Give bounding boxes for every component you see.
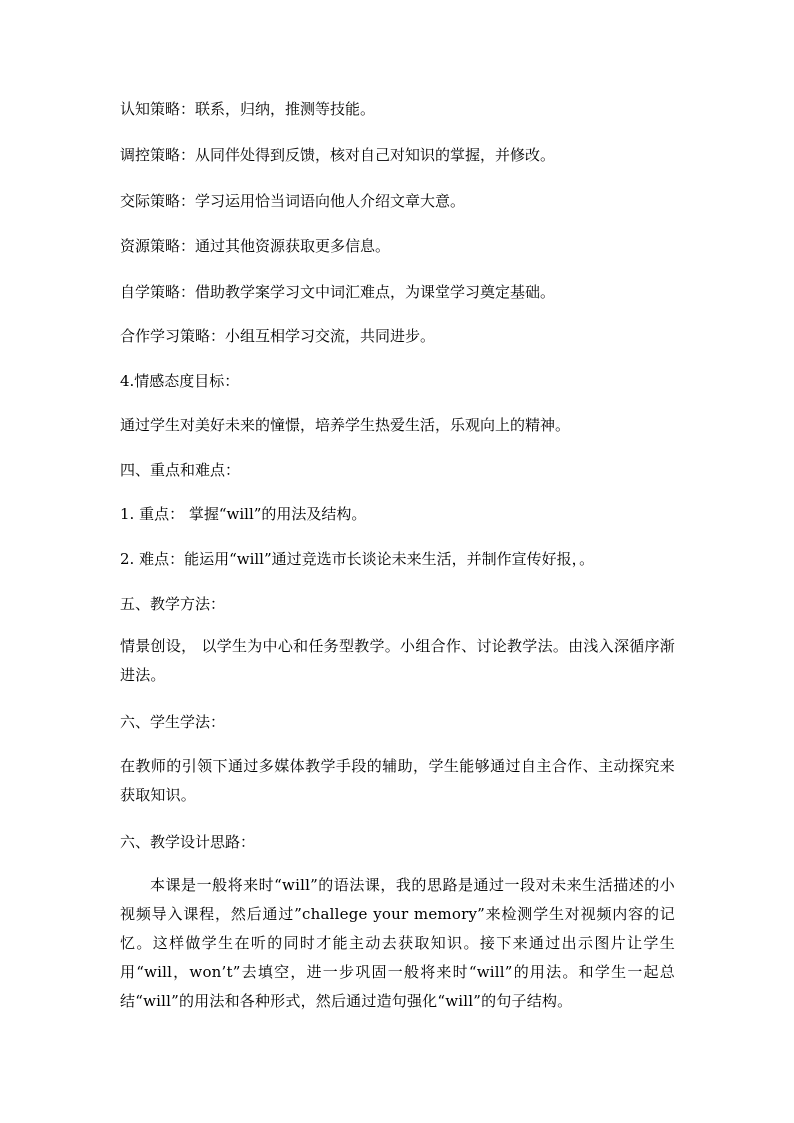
paragraph-key-point: 1. 重点： 掌握“will”的用法及结构。 bbox=[120, 505, 367, 523]
paragraph-emotional-goals: 通过学生对美好未来的憧憬，培养学生热爱生活，乐观向上的精神。 bbox=[120, 416, 571, 434]
paragraph-difficult-point: 2. 难点：能运用“will”通过竞选市长谈论未来生活，并制作宣传好报，。 bbox=[120, 550, 595, 568]
paragraph-teaching-methods: 情景创设， 以学生为中心和任务型教学。小组合作、讨论教学法。由浅入深循序渐进法。 bbox=[120, 637, 675, 684]
paragraph-self-study-strategy: 自学策略：借助教学案学习文中词汇难点，为课堂学习奠定基础。 bbox=[120, 283, 556, 301]
paragraph-cooperative-strategy: 合作学习策略：小组互相学习交流，共同进步。 bbox=[120, 327, 436, 345]
paragraph-regulation-strategy: 调控策略：从同伴处得到反馈，核对自己对知识的掌握，并修改。 bbox=[120, 146, 556, 164]
heading-learning-methods: 六、学生学法： bbox=[120, 713, 226, 731]
heading-design-ideas: 六、教学设计思路： bbox=[120, 833, 256, 851]
paragraph-design-ideas: 本课是一般将来时“will”的语法课，我的思路是通过一段对未来生活描述的小视频导入课程，然后通过”challege your memory”来检测学生对视频内容的记忆。这样做学生在听的同时才能主动去获取知识。接下来通过出示图片让学生用“will，won’t”去填空，进一步巩固一般将来时“will”的用法。和学生一起总结“will”的用法和各种形式，然后通过造句强化“will”的句子结构。 bbox=[120, 876, 675, 1010]
paragraph-communication-strategy: 交际策略：学习运用恰当词语向他人介绍文章大意。 bbox=[120, 192, 466, 210]
heading-emotional-goals: 4.情感态度目标： bbox=[120, 372, 240, 390]
heading-key-points: 四、重点和难点： bbox=[120, 461, 241, 479]
paragraph-cognitive-strategy: 认知策略：联系，归纳，推测等技能。 bbox=[120, 100, 376, 118]
heading-teaching-methods: 五、教学方法： bbox=[120, 595, 226, 613]
paragraph-resource-strategy: 资源策略：通过其他资源获取更多信息。 bbox=[120, 237, 391, 255]
paragraph-learning-methods: 在教师的引领下通过多媒体教学手段的辅助，学生能够通过自主合作、主动探究来获取知识。 bbox=[120, 757, 675, 804]
